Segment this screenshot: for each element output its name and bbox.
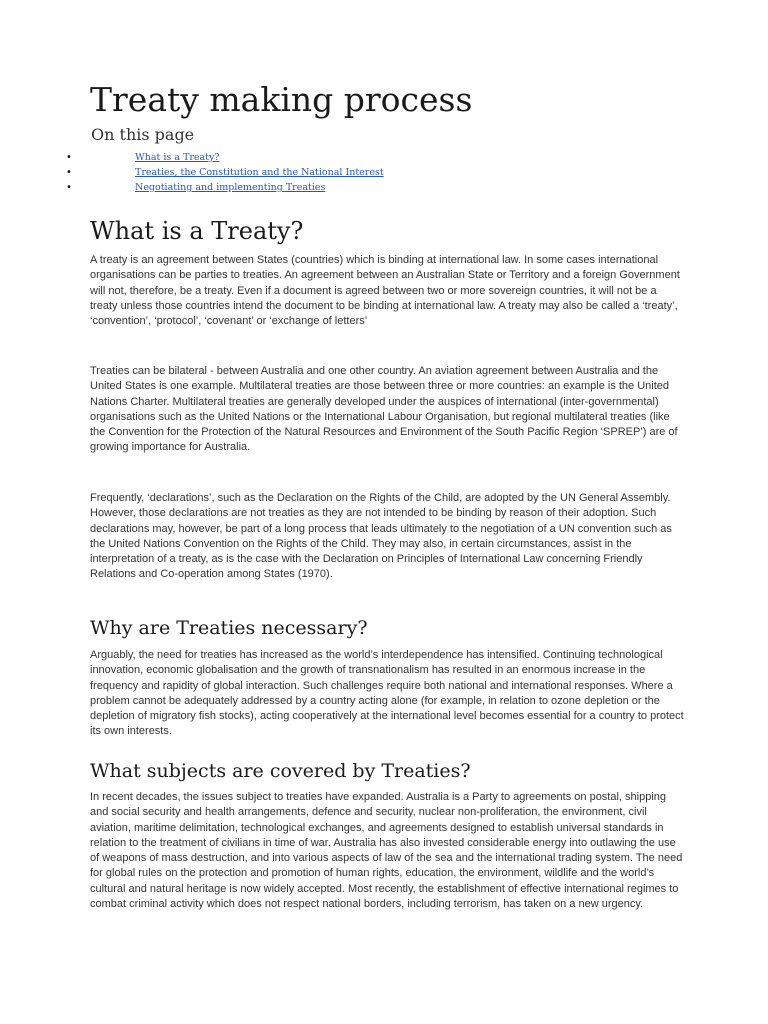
- toc-list: [64, 150, 664, 195]
- paragraph-why-treaties: Arguably, the need for treaties has increased as the world’s interdependence has intensified. Continuing technological innovation, economic globalisation and the growth of transnationalism has resulted in an enormous increase in the frequency and rapidity of global interaction. Such challenges require both national and international responses. Where a problem cannot be adequately addressed by a country acting alone (for example, in relation to ozone depletion or the depletion of migratory fish stocks), acting cooperatively at the international level becomes essential for a country to protect its own interests.: [90, 649, 684, 738]
- toc-link-what-is-a-treaty[interactable]: What is a Treaty?: [135, 152, 220, 163]
- toc-item: [64, 165, 664, 180]
- page-title: Treaty making process: [90, 80, 473, 119]
- section-heading-what-is-a-treaty: What is a Treaty?: [90, 217, 304, 245]
- paragraph-declarations: Frequently, ‘declarations’, such as the Declaration on the Rights of the Child, are adopted by the UN General Assembly. However, those declarations are not treaties as they are not intended to be binding by reason of their adoption. Such declarations may, however, be part of a long process that leads ultimately to the negotiation of a UN convention such as the United Nations Convention on the Rights of the Child. They may also, in certain circumstances, assist in the interpretation of a treaty, as is the case with the Declaration on Principles of International Law concerning Friendly Relations and Co-operation among States (1970).: [90, 492, 672, 581]
- paragraph-subjects: In recent decades, the issues subject to treaties have expanded. Australia is a Party to agreements on postal, shipping and social security and health arrangements, defence and security, nuclear non-proliferation, the environment, civil aviation, maritime delimitation, technological exchanges, and agreements designed to establish universal standards in relation to the treatment of civilians in time of war. Australia has also invested considerable energy into outlawing the use of weapons of mass destruction, and into various aspects of law of the sea and the international trading system. The need for global rules on the protection and promotion of human rights, education, the environment, wildlife and the world’s cultural and natural heritage is now widely accepted. Most recently, the establishment of effective international regimes to combat criminal activity which does not respect national borders, including terrorism, has taken on a new urgency.: [90, 791, 683, 911]
- toc-link-constitution-national-interest[interactable]: Treaties, the Constitution and the National Interest: [135, 167, 384, 178]
- toc-item: [64, 150, 664, 165]
- bullet-icon: •: [66, 167, 72, 178]
- section-heading-why-treaties: Why are Treaties necessary?: [90, 617, 368, 639]
- paragraph-treaty-definition: A treaty is an agreement between States (countries) which is binding at international law. In some cases international organisations can be parties to treaties. An agreement between an Australian State or Territory and a foreign Government will not, therefore, be a treaty. Even if a document is agreed between two or more sovereign countries, it will not be a treaty unless those countries intend the document to be binding at international law. A treaty may also be called a ‘treaty’, ‘convention’, ‘protocol’, ‘covenant’ or ‘exchange of letters’: [90, 254, 680, 328]
- toc-heading: On this page: [91, 125, 195, 144]
- paragraph-bilateral-multilateral: Treaties can be bilateral - between Australia and one other country. An aviation agreement between Australia and the United States is one example. Multilateral treaties are those between three or more countries: an example is the United Nations Charter. Multilateral treaties are generally developed under the auspices of international (inter-governmental) organisations such as the United Nations or the International Labour Organisation, but regional multilateral treaties (like the Convention for the Protection of the Natural Resources and Environment of the South Pacific Region ‘SPREP’) are of growing importance for Australia.: [90, 365, 678, 454]
- toc-item: [64, 180, 664, 195]
- bullet-icon: •: [66, 182, 72, 193]
- bullet-icon: •: [66, 152, 72, 163]
- toc-link-negotiating-implementing[interactable]: Negotiating and implementing Treaties: [135, 182, 326, 193]
- section-heading-subjects: What subjects are covered by Treaties?: [90, 760, 471, 782]
